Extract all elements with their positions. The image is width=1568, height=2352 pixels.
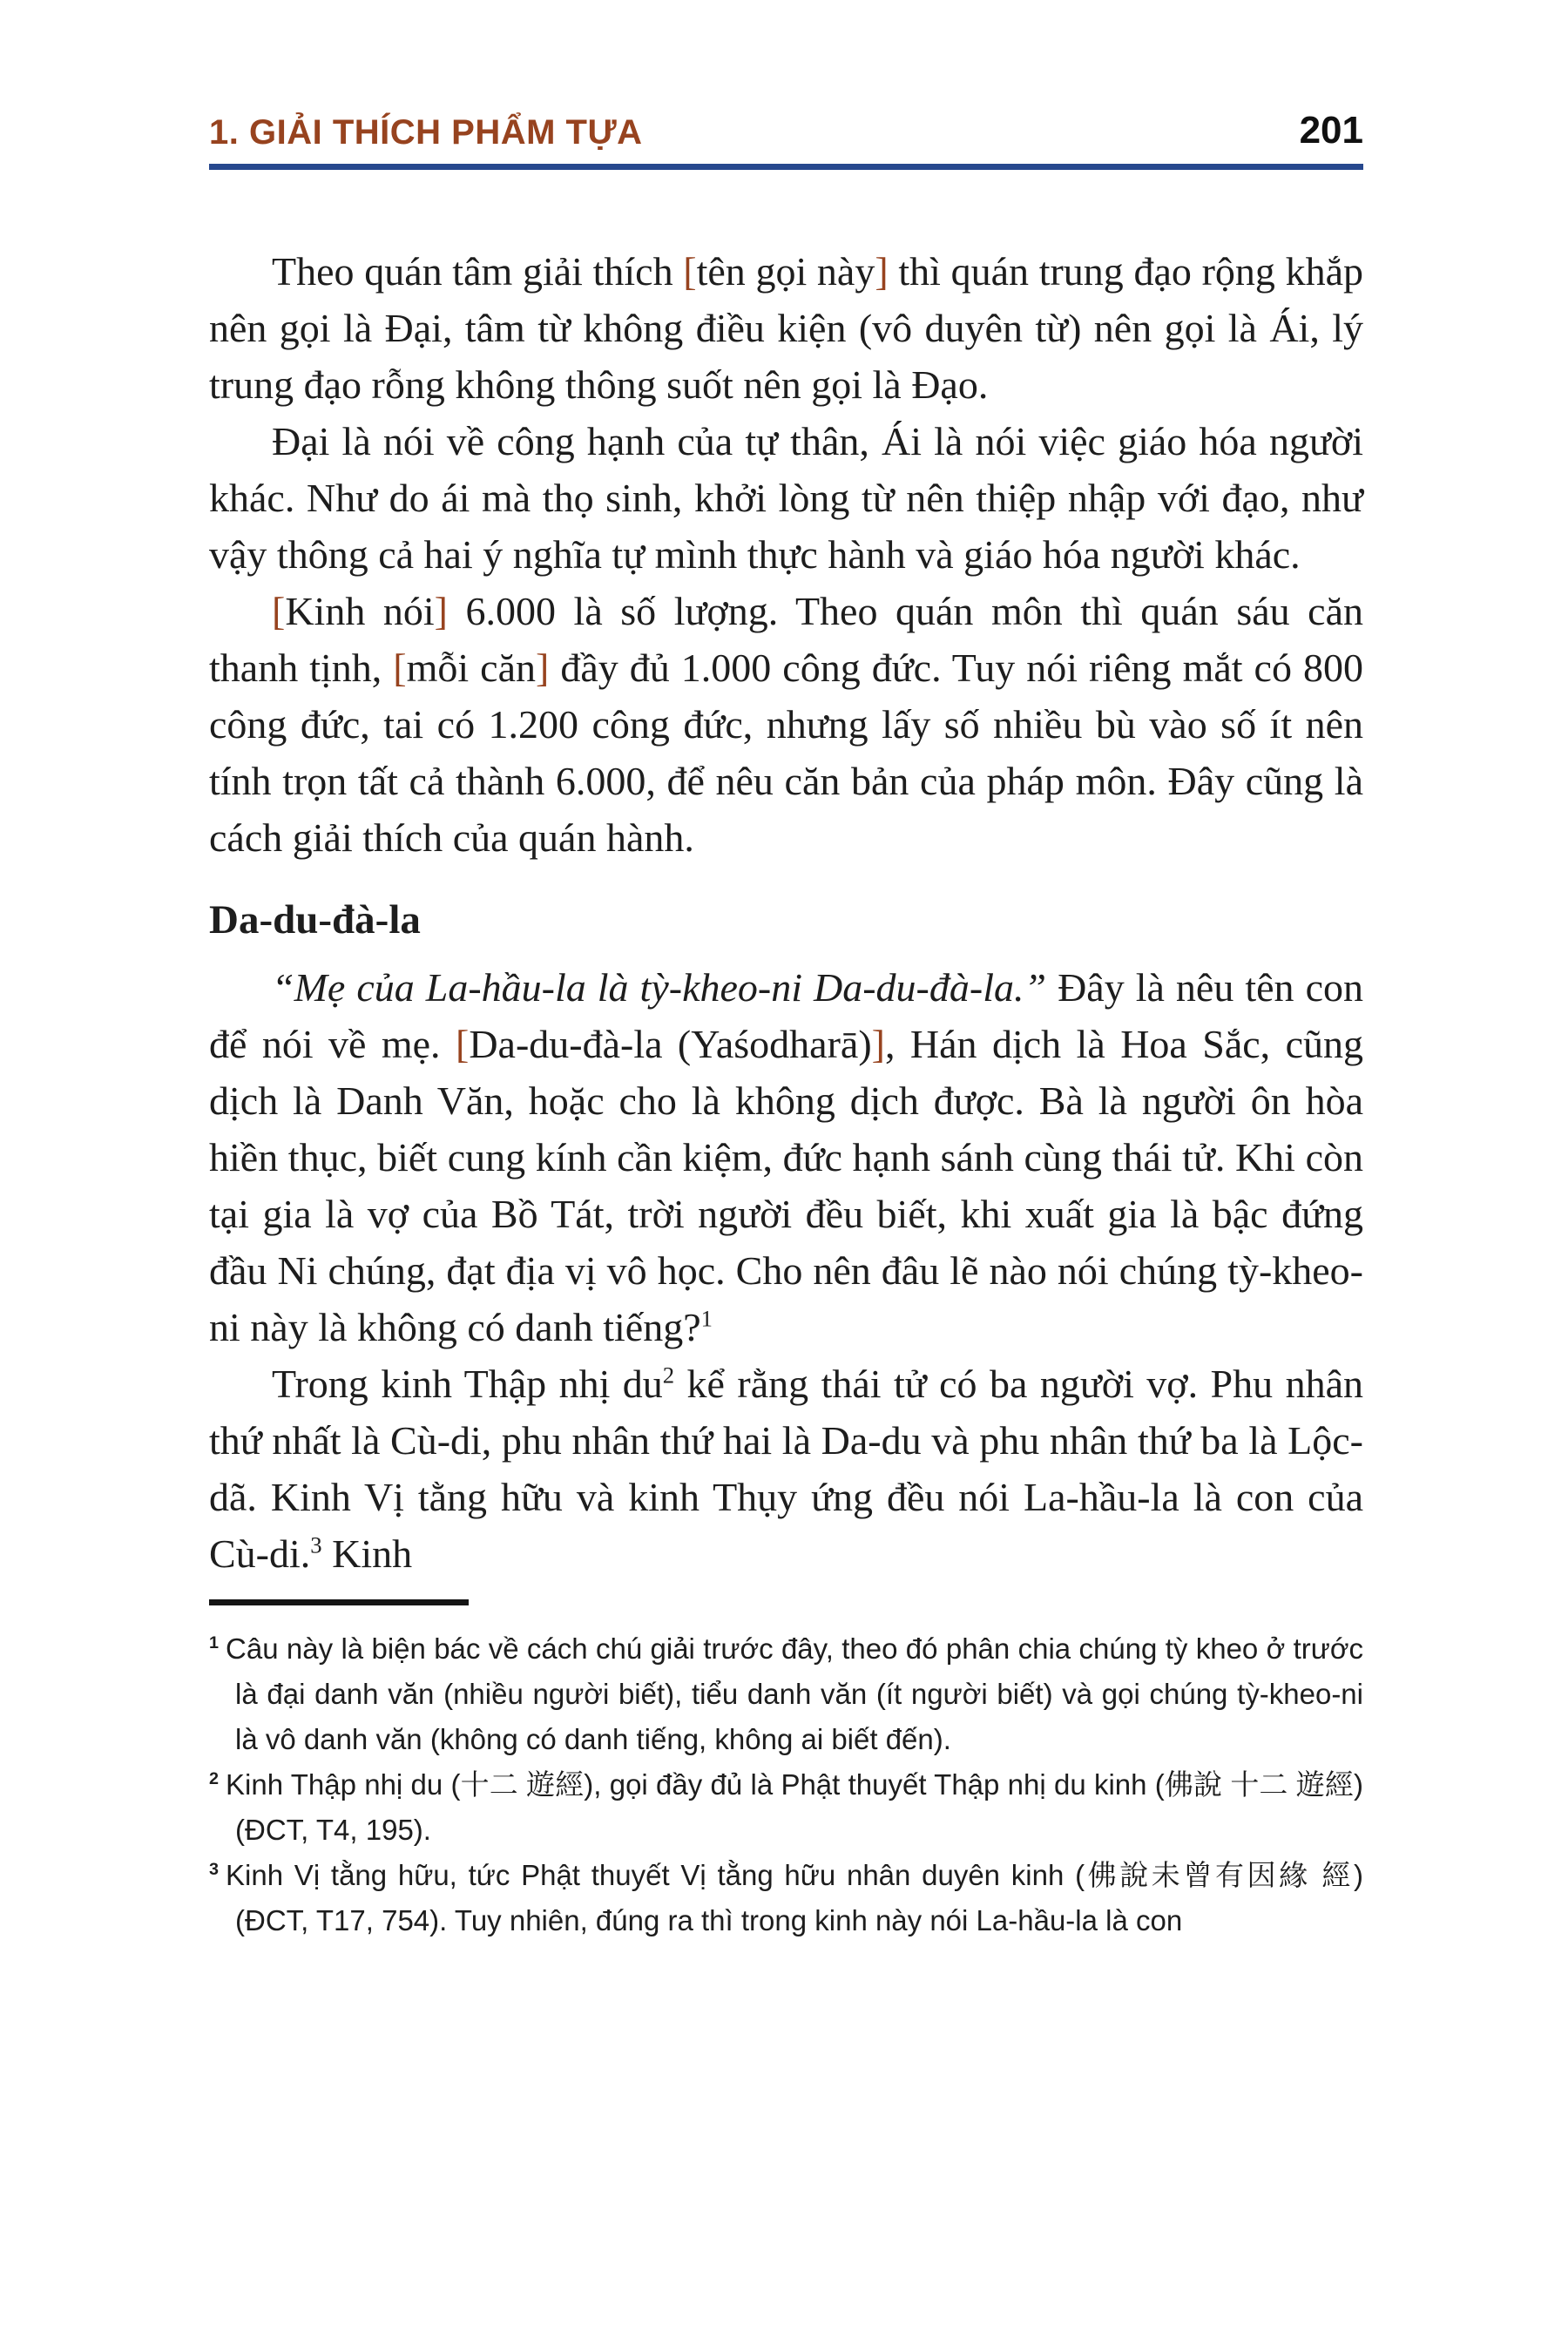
text-segment: 6.000 là số lượng. Theo quán môn thì quán sáu căn thanh tịnh, <box>209 589 1364 690</box>
body-paragraph <box>209 243 1363 413</box>
page-number: 201 <box>1299 109 1363 152</box>
body-paragraph <box>209 583 1363 866</box>
footnote-item <box>209 1626 1363 1762</box>
text-segment: mỗi căn <box>406 645 537 690</box>
footnotes-section <box>209 1599 1363 1943</box>
bracket-delimiter: [ <box>455 1022 470 1066</box>
footnote-list <box>209 1626 1363 1943</box>
footnote-item <box>209 1853 1363 1943</box>
bracket-delimiter: ] <box>536 645 550 690</box>
footnote-separator <box>209 1599 469 1605</box>
footnote-ref: 2 <box>662 1362 675 1389</box>
text-segment: Kinh <box>321 1531 413 1576</box>
footnote-ref: 3 <box>310 1531 322 1558</box>
bracket-delimiter: ] <box>871 1022 885 1066</box>
footnote-marker: 3 <box>209 1860 220 1879</box>
body-paragraphs <box>209 243 1363 1582</box>
body-paragraph <box>209 1355 1363 1582</box>
text-segment: tên gọi này <box>696 249 875 294</box>
bracket-delimiter: ] <box>434 589 448 633</box>
text-segment: Đại là nói về công hạnh của tự thân, Ái là nói việc giáo hóa người khác. Như do ái mà thọ sinh, khởi lòng từ nên thiệp nhập với đạo, như vậy thông cả hai ý nghĩa tự mình thực hành và giáo hóa người khác. <box>209 419 1363 577</box>
footnote-item <box>209 1762 1363 1853</box>
bracket-delimiter: [ <box>683 249 697 294</box>
bracket-delimiter: [ <box>393 645 407 690</box>
text-segment: thì quán trung đạo rộng khắp nên gọi là Đại, tâm từ không điều kiện (vô duyên từ) nên gọi là Ái, lý trung đạo rỗng không thông suốt nên gọi là Đạo. <box>209 249 1363 407</box>
header-rule <box>209 164 1363 170</box>
bracket-delimiter: [ <box>272 589 286 633</box>
footnote-text: Kinh Vị tằng hữu, tức Phật thuyết Vị tằng hữu nhân duyên kinh (佛說未曾有因緣 經) (ĐCT, T17, 754). Tuy nhiên, đúng ra thì trong kinh này nói La-hầu-la là con <box>226 1859 1363 1936</box>
footnote-marker: 2 <box>209 1769 220 1788</box>
section-label: 1. GIẢI THÍCH PHẨM TỰA <box>209 113 643 152</box>
text-segment: , Hán dịch là Hoa Sắc, cũng dịch là Danh Văn, hoặc cho là không dịch được. Bà là người ôn hòa hiền thục, biết cung kính cần kiệm, đức hạnh sánh cùng thái tử. Khi còn tại gia là vợ của Bồ Tát, trời người đều biết, khi xuất gia là bậc đứng đầu Ni chúng, đạt địa vị vô học. Cho nên đâu lẽ nào nói chúng tỳ-kheo-ni này là không có danh tiếng? <box>209 1022 1363 1349</box>
text-segment: kể rằng thái tử có ba người vợ. Phu nhân thứ nhất là Cù-di, phu nhân thứ hai là Da-du và phu nhân thứ ba là Lộc-dã. Kinh Vị tằng hữu và kinh Thụy ứng đều nói La-hầu-la là con của Cù-di. <box>209 1362 1363 1576</box>
body-paragraph <box>209 413 1363 583</box>
text-segment: Theo quán tâm giải thích <box>272 249 684 294</box>
footnote-marker: 1 <box>209 1633 220 1652</box>
text-segment: Trong kinh Thập nhị du <box>272 1362 663 1406</box>
text-segment: đầy đủ 1.000 công đức. Tuy nói riêng mắt có 800 công đức, tai có 1.200 công đức, nhưng lấy số nhiều bù vào số ít nên tính trọn tất cả thành 6.000, để nêu căn bản của pháp môn. Đây cũng là cách giải thích của quán hành. <box>209 645 1363 860</box>
footnote-ref: 1 <box>700 1305 713 1332</box>
text-segment: Da-du-đà-la (Yaśodharā) <box>469 1022 872 1066</box>
italic-quote: “Mẹ của La-hầu-la là tỳ-kheo-ni Da-du-đà-la.” <box>272 965 1047 1010</box>
body-paragraph <box>209 959 1363 1355</box>
section-heading: Da-du-đà-la <box>209 897 421 943</box>
footnote-text: Kinh Thập nhị du (十二 遊經), gọi đầy đủ là Phật thuyết Thập nhị du kinh (佛說 十二 遊經) (ĐCT, T4, 195). <box>226 1768 1363 1846</box>
footnote-text: Câu này là biện bác về cách chú giải trước đây, theo đó phân chia chúng tỳ kheo ở trước là đại danh văn (nhiều người biết), tiểu danh văn (ít người biết) và gọi chúng tỳ-kheo-ni là vô danh văn (không có danh tiếng, không ai biết đến). <box>226 1632 1363 1755</box>
text-segment: Kinh nói <box>285 589 435 633</box>
running-header <box>209 109 1363 152</box>
text-segment: Đây là nêu tên con để nói về mẹ. <box>209 965 1363 1066</box>
bracket-delimiter: ] <box>875 249 889 294</box>
page-content <box>209 109 1364 1943</box>
